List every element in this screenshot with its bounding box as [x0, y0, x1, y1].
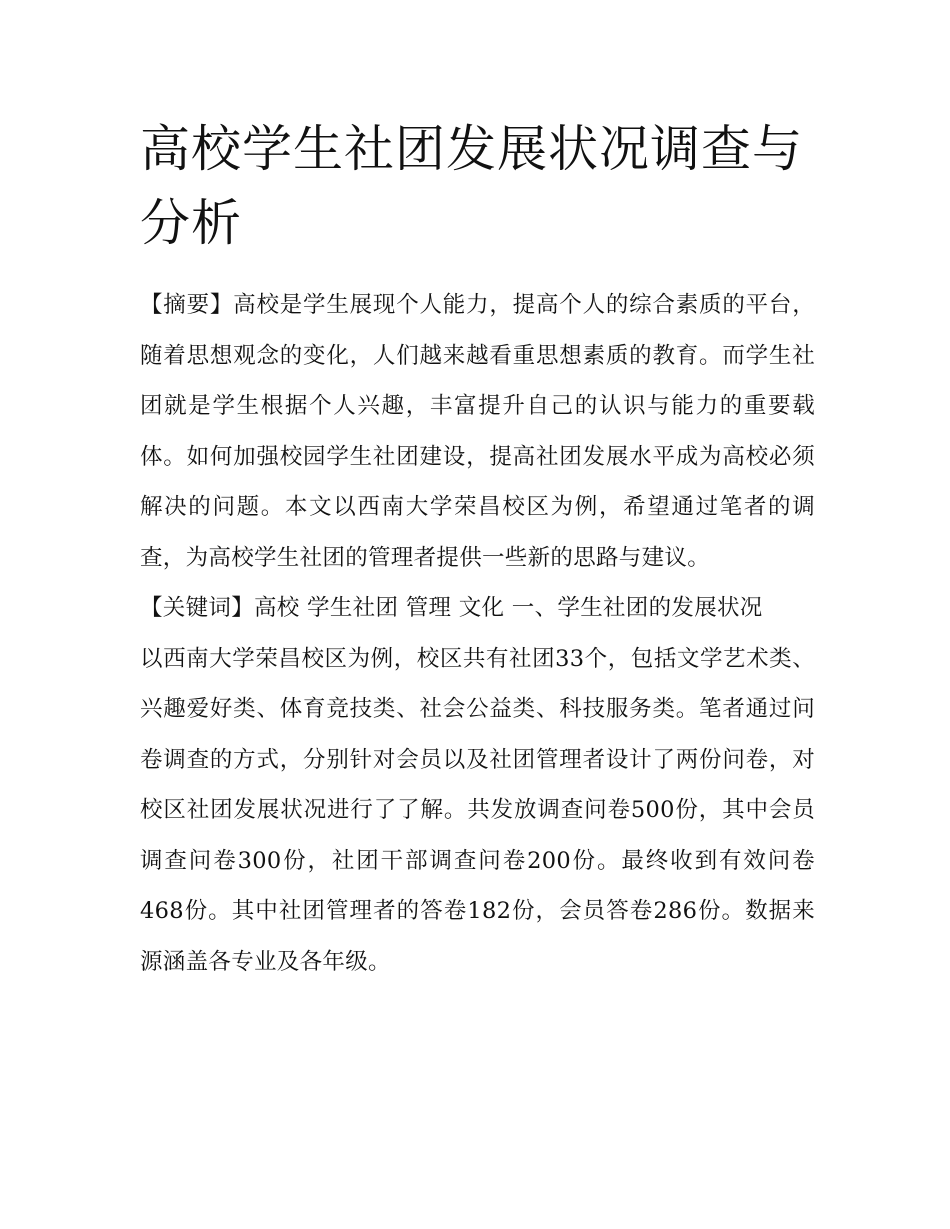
abstract-paragraph: 【摘要】高校是学生展现个人能力，提高个人的综合素质的平台，随着思想观念的变化，人们越来越看重思想素质的教育。而学生社团就是学生根据个人兴趣，丰富提升自己的认识与能力的重要载体。如何加强校园学生社团建设，提高社团发展水平成为高校必须解决的问题。本文以西南大学荣昌校区为例，希望通过笔者的调查，为高校学生社团的管理者提供一些新的思路与建议。: [140, 292, 815, 571]
document-page: [140, 112, 815, 987]
keywords-paragraph: 【关键词】高校 学生社团 管理 文化 一、学生社团的发展状况: [140, 595, 763, 621]
document-title: 高校学生社团发展状况调查与分析: [140, 120, 803, 252]
body-paragraph: 以西南大学荣昌校区为例，校区共有社团33个，包括文学艺术类、兴趣爱好类、体育竞技类、社会公益类、科技服务类。笔者通过问卷调查的方式，分别针对会员以及社团管理者设计了两份问卷，对校区社团发展状况进行了了解。共发放调查问卷500份，其中会员调查问卷300份，社团干部调查问卷200份。最终收到有效问卷468份。其中社团管理者的答卷182份，会员答卷286份。数据来源涵盖各专业及各年级。: [140, 645, 815, 975]
